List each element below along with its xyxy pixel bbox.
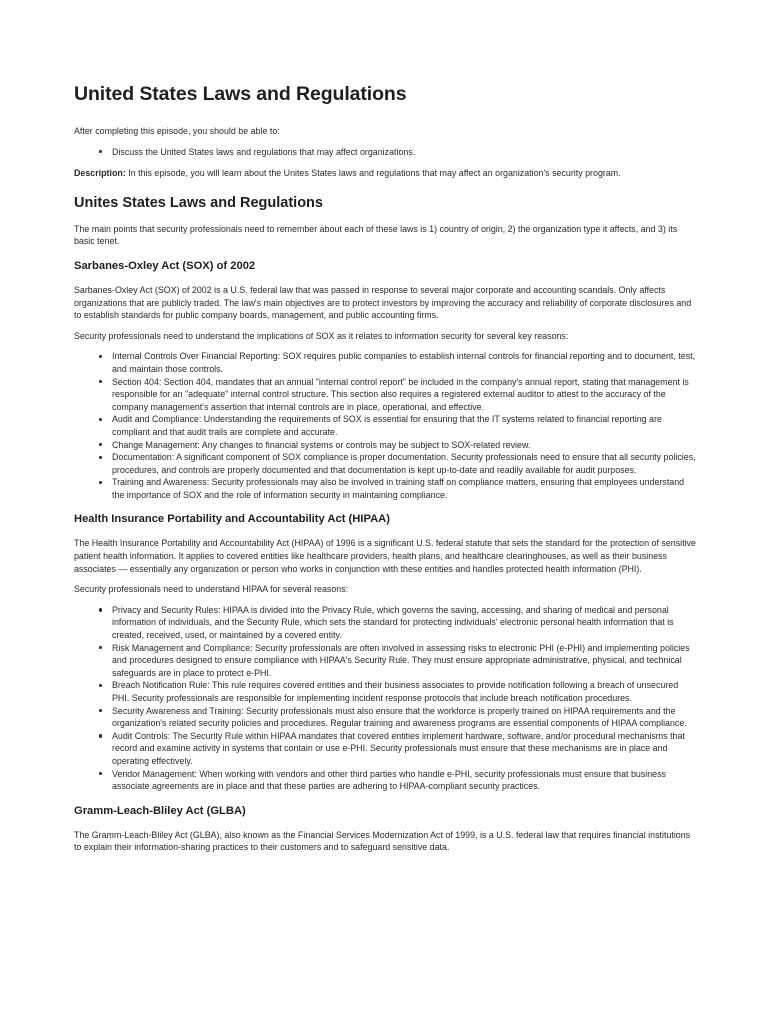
list-item: Internal Controls Over Financial Reporting: SOX requires public companies to establish internal controls for financial reporting and to document, test, and maintain those controls. [112,351,696,374]
description-paragraph [74,167,696,180]
glba-heading: Gramm-Leach-Bliley Act (GLBA) [74,804,246,817]
list-item: Risk Management and Compliance: Security professionals are often involved in assessing risks to electronic PHI (e-PHI) and implementing policies and procedures designed to ensure compliance with HIPAA's Security Rule. They must ensure appropriate administrative, physical, and technical safeguards are in place to protect e-PHI. [112,642,696,680]
description-text: In this episode, you will learn about the Unites States laws and regulations that may affect an organization's security program. [125,168,621,179]
objective-item: Discuss the United States laws and regulations that may affect organizations. [112,146,696,159]
list-item: Security Awareness and Training: Security professionals must also ensure that the workforce is properly trained on HIPAA requirements and the organization's related security policies and procedures. Regular training and awareness programs are essential components of HIPAA compliance. [112,705,696,730]
sox-paragraph-2: Security professionals need to understand the implications of SOX as it relates to information security for several key reasons: [74,330,569,341]
list-item: Privacy and Security Rules: HIPAA is divided into the Privacy Rule, which governs the saving, accessing, and sharing of medical and personal information of individuals, and the Security Rule, which sets the standard for protecting individuals' electronic personal health information that is created, received, used, or maintained by a covered entity. [112,604,696,642]
description-label: Description: [74,168,126,179]
hipaa-reasons-list [74,604,696,793]
sox-reasons-list [74,350,696,501]
section-intro: The main points that security professionals need to remember about each of these laws is 1) country of origin, 2) the organization type it affects, and 3) its basic tenet. [74,223,678,247]
list-item: Documentation: A significant component of SOX compliance is proper documentation. Security professionals need to ensure that all security policies, procedures, and controls are properly documented and that documentation is kept up-to-date and readily available for audit purposes. [112,452,696,475]
sox-heading: Sarbanes-Oxley Act (SOX) of 2002 [74,259,256,272]
list-item: Vendor Management: When working with vendors and other third parties who handle e-PHI, security professionals must ensure that business associate agreements are in place and that these parties are adhering to HIPAA-compliant security practices. [112,768,696,793]
intro-text: After completing this episode, you should be able to: [74,126,280,136]
hipaa-paragraph-1: The Health Insurance Portability and Accountability Act (HIPAA) of 1996 is a significant U.S. federal statute that sets the standard for the protection of sensitive patient health information. It applies to covered entities like healthcare providers, health plans, and healthcare clearinghouses, as well as their business associates — essentially any organization or person who works in conjunction with these entities and handles protected health information (PHI). [74,538,696,574]
list-item: Section 404: Section 404, mandates that an annual "internal control report" be included in the company's annual report, stating that management is responsible for an "adequate" internal control structure. This section also requires a registered external auditor to attest to the accuracy of the company management's assertion that internal controls are in place, operational, and effective. [112,376,696,414]
list-item: Breach Notification Rule: This rule requires covered entities and their business associates to provide notification following a breach of unsecured PHI. Security professionals are responsible for implementing incident response protocols that include breach notification procedures. [112,679,696,704]
document-content [74,80,696,862]
list-item: Audit and Compliance: Understanding the requirements of SOX is essential for ensuring that the IT systems related to financial reporting are compliant and that audit trails are complete and accurate. [112,413,696,438]
list-item: Training and Awareness: Security professionals may also be involved in training staff on compliance matters, ensuring that employees understand the importance of SOX and the role of information security in maintaining compliance. [112,476,696,501]
page-title: United States Laws and Regulations [74,83,407,105]
list-item: Audit Controls: The Security Rule within HIPAA mandates that covered entities implement hardware, software, and/or procedural mechanisms that record and examine activity in systems that contain or use e-PHI. Security professionals must ensure that these mechanisms are in place and operating effectively. [112,730,696,768]
list-item: Change Management: Any changes to financial systems or controls may be subject to SOX-related review. [112,439,696,452]
section-heading: Unites States Laws and Regulations [74,194,323,211]
hipaa-paragraph-2: Security professionals need to understand HIPAA for several reasons: [74,584,349,595]
glba-paragraph-1: The Gramm-Leach-Bliley Act (GLBA), also known as the Financial Services Modernization Act of 1999, is a U.S. federal law that requires financial institutions to explain their information-sharing practices to their customers and to safeguard sensitive data. [74,829,691,853]
sox-paragraph-1: Sarbanes-Oxley Act (SOX) of 2002 is a U.S. federal law that was passed in response to several major corporate and accounting scandals. Only affects organizations that are publicly traded. The law's main objectives are to protect investors by improving the accuracy and reliability of corporate disclosures and to establish standards for public company boards, management, and public accounting firms. [74,284,692,321]
hipaa-heading: Health Insurance Portability and Accountability Act (HIPAA) [74,513,390,526]
objectives-list [74,146,696,159]
